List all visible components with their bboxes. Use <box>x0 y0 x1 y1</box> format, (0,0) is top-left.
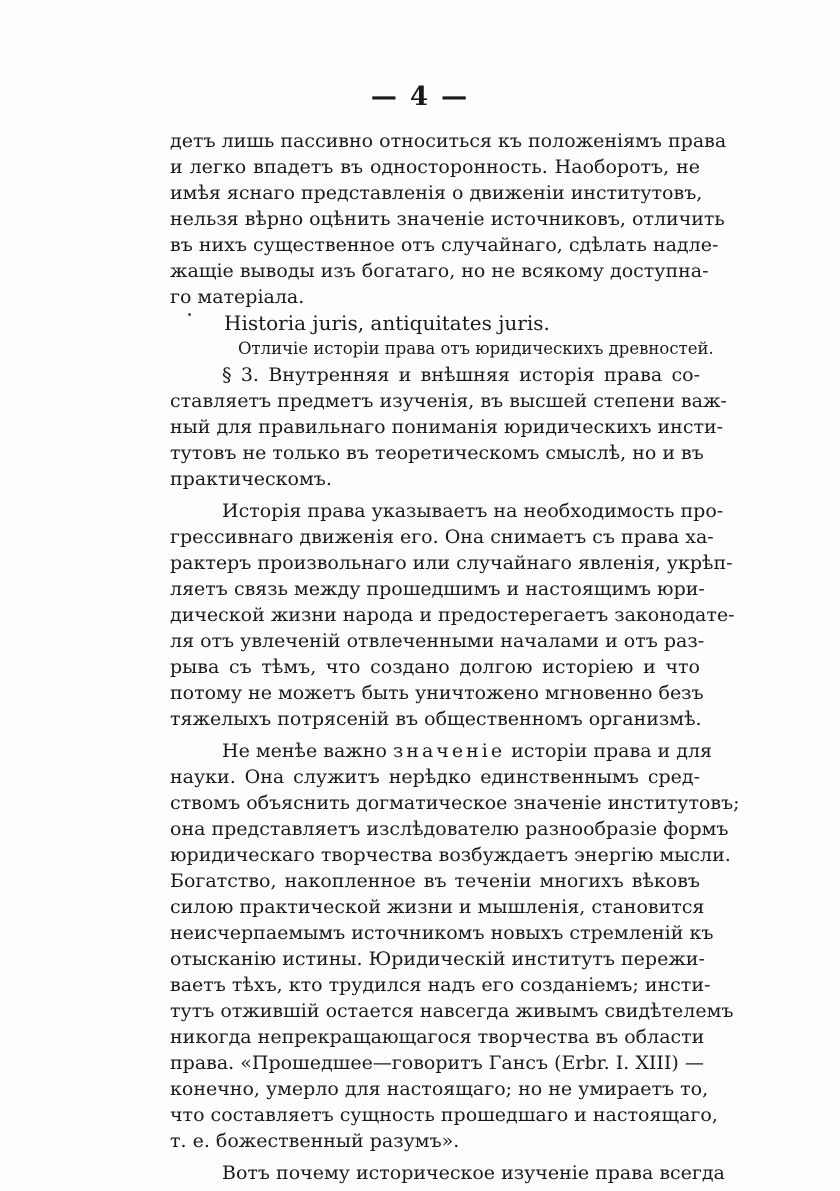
text-line: ляетъ связь между прошедшимъ и настоящимъ юри- <box>170 578 705 600</box>
paragraph-start-line: Вотъ почему историческое изученіе права всегда <box>222 1162 725 1184</box>
page-number: — 4 — <box>370 82 470 112</box>
body-text <box>170 128 740 1186</box>
text-line: юридическаго творчества возбуждаетъ энергію мысли. <box>170 844 731 866</box>
text-line: отысканію истины. Юридическій институтъ пережи- <box>170 948 705 970</box>
text-line: тутовъ не только въ теоретическомъ смыслѣ, но и въ <box>170 442 704 464</box>
section-heading-latin: Historia juris, antiquitates juris. <box>224 311 550 335</box>
text-line: въ нихъ существенное отъ случайнаго, сдѣлать надле- <box>170 234 719 256</box>
text-line: ваетъ тѣхъ, кто трудился надъ его созданіемъ; инсти- <box>170 974 711 996</box>
emphasized-word: значеніе <box>392 740 506 762</box>
text-line: грессивнаго движенія его. Она снимаетъ съ права ха- <box>170 526 714 548</box>
paragraph-start-line: Исторія права указываетъ на необходимость про- <box>222 500 724 522</box>
text-line: тяжелыхъ потрясеній въ общественномъ организмѣ. <box>170 708 702 730</box>
text-segment: исторіи права и для <box>511 740 713 762</box>
text-line: ля отъ увлеченій отвлеченными началами и отъ раз- <box>170 630 705 652</box>
text-line: и легко впадетъ въ односторонность. Наоборотъ, не <box>170 156 700 178</box>
text-line: тутъ отжившій остается навсегда живымъ свидѣтелемъ <box>170 1000 734 1022</box>
text-line: детъ лишь пассивно относиться къ положеніямъ права <box>170 130 727 152</box>
text-line: рактеръ произвольнаго или случайнаго явленія, укрѣп- <box>170 552 733 574</box>
paragraph-start-line: § 3. Внутренняя и внѣшняя исторія права со- <box>222 364 700 386</box>
text-line: что составляетъ сущность прошедшаго и настоящаго, <box>170 1104 718 1126</box>
text-line: силою практической жизни и мышленія, становится <box>170 896 705 918</box>
text-line: ный для правильнаго пониманія юридическихъ инсти- <box>170 416 724 438</box>
text-line: имѣя яснаго представленія о движеніи институтовъ, <box>170 182 703 204</box>
text-segment: Не менѣе важно <box>222 740 387 762</box>
text-line: неисчерпаемымъ источникомъ новыхъ стремленій къ <box>170 922 714 944</box>
text-line: ставляетъ предметъ изученія, въ высшей степени важ- <box>170 390 727 412</box>
text-line: конечно, умерло для настоящаго; но не умираетъ то, <box>170 1078 709 1100</box>
text-line: нельзя вѣрно оцѣнить значеніе источниковъ, отличить <box>170 208 725 230</box>
text-line: права. «Прошедшее—говоритъ Гансъ (Erbr. I. XIII) — <box>170 1052 704 1074</box>
paragraph-start-line <box>170 738 713 764</box>
text-line: никогда непрекращающагося творчества въ области <box>170 1026 705 1048</box>
section-subheading: Отличіе исторіи права отъ юридическихъ древностей. <box>238 339 714 358</box>
text-line: она представляетъ изслѣдователю разнообразіе формъ <box>170 818 729 840</box>
text-line: т. е. божественный разумъ». <box>170 1130 460 1152</box>
text-line: дической жизни народа и предостерегаетъ законодате- <box>170 604 735 626</box>
text-line: Богатство, накопленное въ теченіи многихъ вѣковъ <box>170 870 700 892</box>
text-line: ствомъ объяснить догматическое значеніе институтовъ; <box>170 792 740 814</box>
text-line: потому не можетъ быть уничтожено мгновенно безъ <box>170 682 704 704</box>
text-line: практическомъ. <box>170 468 332 490</box>
text-line: го матеріала. <box>170 286 305 308</box>
text-line: жащіе выводы изъ богатаго, но не всякому доступна- <box>170 260 709 282</box>
text-line: рыва съ тѣмъ, что создано долгою исторіею и что <box>170 656 700 678</box>
text-line: науки. Она служитъ нерѣдко единственнымъ сред- <box>170 766 700 788</box>
